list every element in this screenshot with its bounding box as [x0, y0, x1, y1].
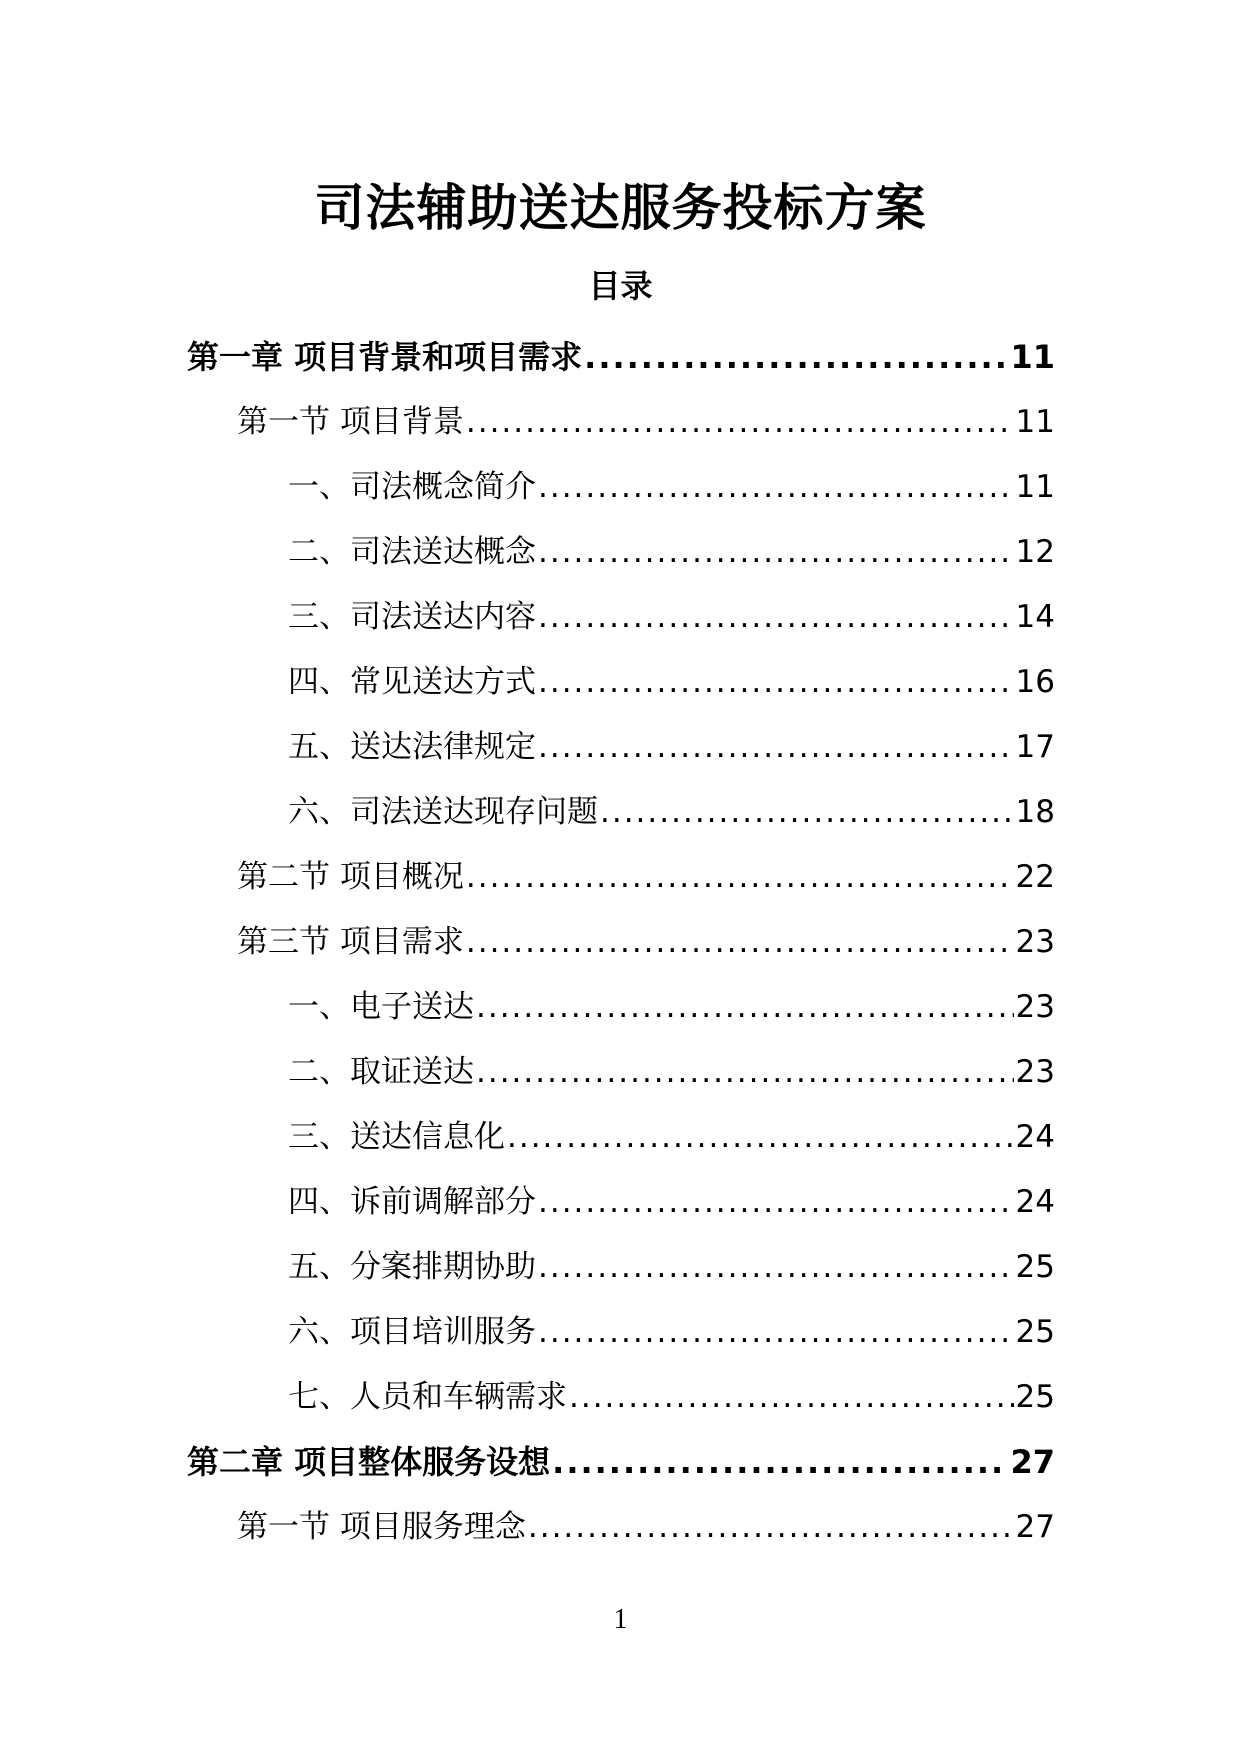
- toc-entry-label: 第一节 项目服务理念: [237, 1509, 526, 1545]
- toc-entry-subsection[interactable]: [288, 974, 1055, 1039]
- toc-entry-subsection[interactable]: [288, 779, 1055, 844]
- toc-entry-label: 二、取证送达: [288, 1054, 474, 1090]
- toc-entry-section[interactable]: [237, 389, 1055, 454]
- toc-leader-dots: [538, 1312, 1014, 1352]
- toc-entry-label: 第一节 项目背景: [237, 404, 464, 440]
- toc-entry-page: 23: [1015, 924, 1055, 960]
- toc-entry-page: 14: [1015, 599, 1055, 635]
- toc-leader-dots: [569, 1377, 1014, 1417]
- toc-leader-dots: [476, 1052, 1014, 1092]
- toc-entry-page: 25: [1015, 1314, 1055, 1350]
- toc-leader-dots: [538, 662, 1014, 702]
- toc-leader-dots: [538, 467, 1014, 507]
- document-title: 司法辅助送达服务投标方案: [314, 179, 927, 237]
- toc-leader-dots: [466, 402, 1014, 442]
- toc-entry-page: 17: [1015, 729, 1055, 765]
- toc-entry-chapter-2[interactable]: [187, 1429, 1055, 1494]
- toc-leader-dots: [538, 1247, 1014, 1287]
- toc-entry-label: 第一章 项目背景和项目需求: [187, 338, 583, 376]
- toc-leader-dots: [584, 337, 1008, 377]
- toc-entry-page: 27: [1010, 1443, 1055, 1481]
- toc-entry-label: 五、分案排期协助: [288, 1249, 536, 1285]
- toc-entry-label: 第二章 项目整体服务设想: [187, 1443, 551, 1481]
- toc-entry-label: 第三节 项目需求: [237, 924, 464, 960]
- toc-entry-page: 11: [1010, 338, 1055, 376]
- toc-entry-page: 23: [1015, 1054, 1055, 1090]
- toc-entry-page: 22: [1015, 859, 1055, 895]
- page-number: 1: [613, 1604, 628, 1635]
- toc-entry-label: 一、电子送达: [288, 989, 474, 1025]
- toc-leader-dots: [600, 792, 1014, 832]
- toc-leader-dots: [528, 1507, 1014, 1547]
- toc-entry-page: 11: [1015, 469, 1055, 505]
- toc-leader-dots: [538, 727, 1014, 767]
- toc-leader-dots: [538, 1182, 1014, 1222]
- toc-leader-dots: [552, 1442, 1008, 1482]
- toc-entry-page: 24: [1015, 1119, 1055, 1155]
- toc-entry-section[interactable]: [237, 844, 1055, 909]
- toc-leader-dots: [507, 1117, 1014, 1157]
- toc-entry-subsection[interactable]: [288, 714, 1055, 779]
- toc-entry-subsection[interactable]: [288, 1039, 1055, 1104]
- toc-entry-page: 11: [1015, 404, 1055, 440]
- toc-entry-page: 18: [1015, 794, 1055, 830]
- toc-entry-subsection[interactable]: [288, 454, 1055, 519]
- toc-entry-label: 六、项目培训服务: [288, 1314, 536, 1350]
- toc-entry-subsection[interactable]: [288, 1169, 1055, 1234]
- toc-leader-dots: [538, 597, 1014, 637]
- toc-leader-dots: [476, 987, 1014, 1027]
- toc-entry-page: 25: [1015, 1379, 1055, 1415]
- toc-entry-page: 12: [1015, 534, 1055, 570]
- toc-entry-subsection[interactable]: [288, 584, 1055, 649]
- toc-entry-subsection[interactable]: [288, 519, 1055, 584]
- table-of-contents: [0, 324, 1241, 1559]
- toc-entry-subsection[interactable]: [288, 649, 1055, 714]
- toc-entry-subsection[interactable]: [288, 1364, 1055, 1429]
- toc-leader-dots: [466, 857, 1014, 897]
- toc-leader-dots: [538, 532, 1014, 572]
- toc-entry-label: 二、司法送达概念: [288, 534, 536, 570]
- toc-entry-label: 三、送达信息化: [288, 1119, 505, 1155]
- toc-entry-label: 三、司法送达内容: [288, 599, 536, 635]
- toc-entry-subsection[interactable]: [288, 1104, 1055, 1169]
- toc-entry-chapter-1[interactable]: [187, 324, 1055, 389]
- toc-entry-subsection[interactable]: [288, 1234, 1055, 1299]
- toc-entry-subsection[interactable]: [288, 1299, 1055, 1364]
- toc-entry-label: 四、诉前调解部分: [288, 1184, 536, 1220]
- toc-leader-dots: [466, 922, 1014, 962]
- toc-entry-page: 24: [1015, 1184, 1055, 1220]
- toc-entry-section[interactable]: [237, 909, 1055, 974]
- toc-entry-page: 16: [1015, 664, 1055, 700]
- toc-entry-page: 27: [1015, 1509, 1055, 1545]
- toc-entry-label: 四、常见送达方式: [288, 664, 536, 700]
- toc-entry-label: 七、人员和车辆需求: [288, 1379, 567, 1415]
- toc-entry-section[interactable]: [237, 1494, 1055, 1559]
- toc-entry-page: 23: [1015, 989, 1055, 1025]
- toc-entry-label: 五、送达法律规定: [288, 729, 536, 765]
- toc-entry-page: 25: [1015, 1249, 1055, 1285]
- toc-entry-label: 六、司法送达现存问题: [288, 794, 598, 830]
- toc-entry-label: 一、司法概念简介: [288, 469, 536, 505]
- toc-heading: 目录: [588, 267, 653, 305]
- toc-entry-label: 第二节 项目概况: [237, 859, 464, 895]
